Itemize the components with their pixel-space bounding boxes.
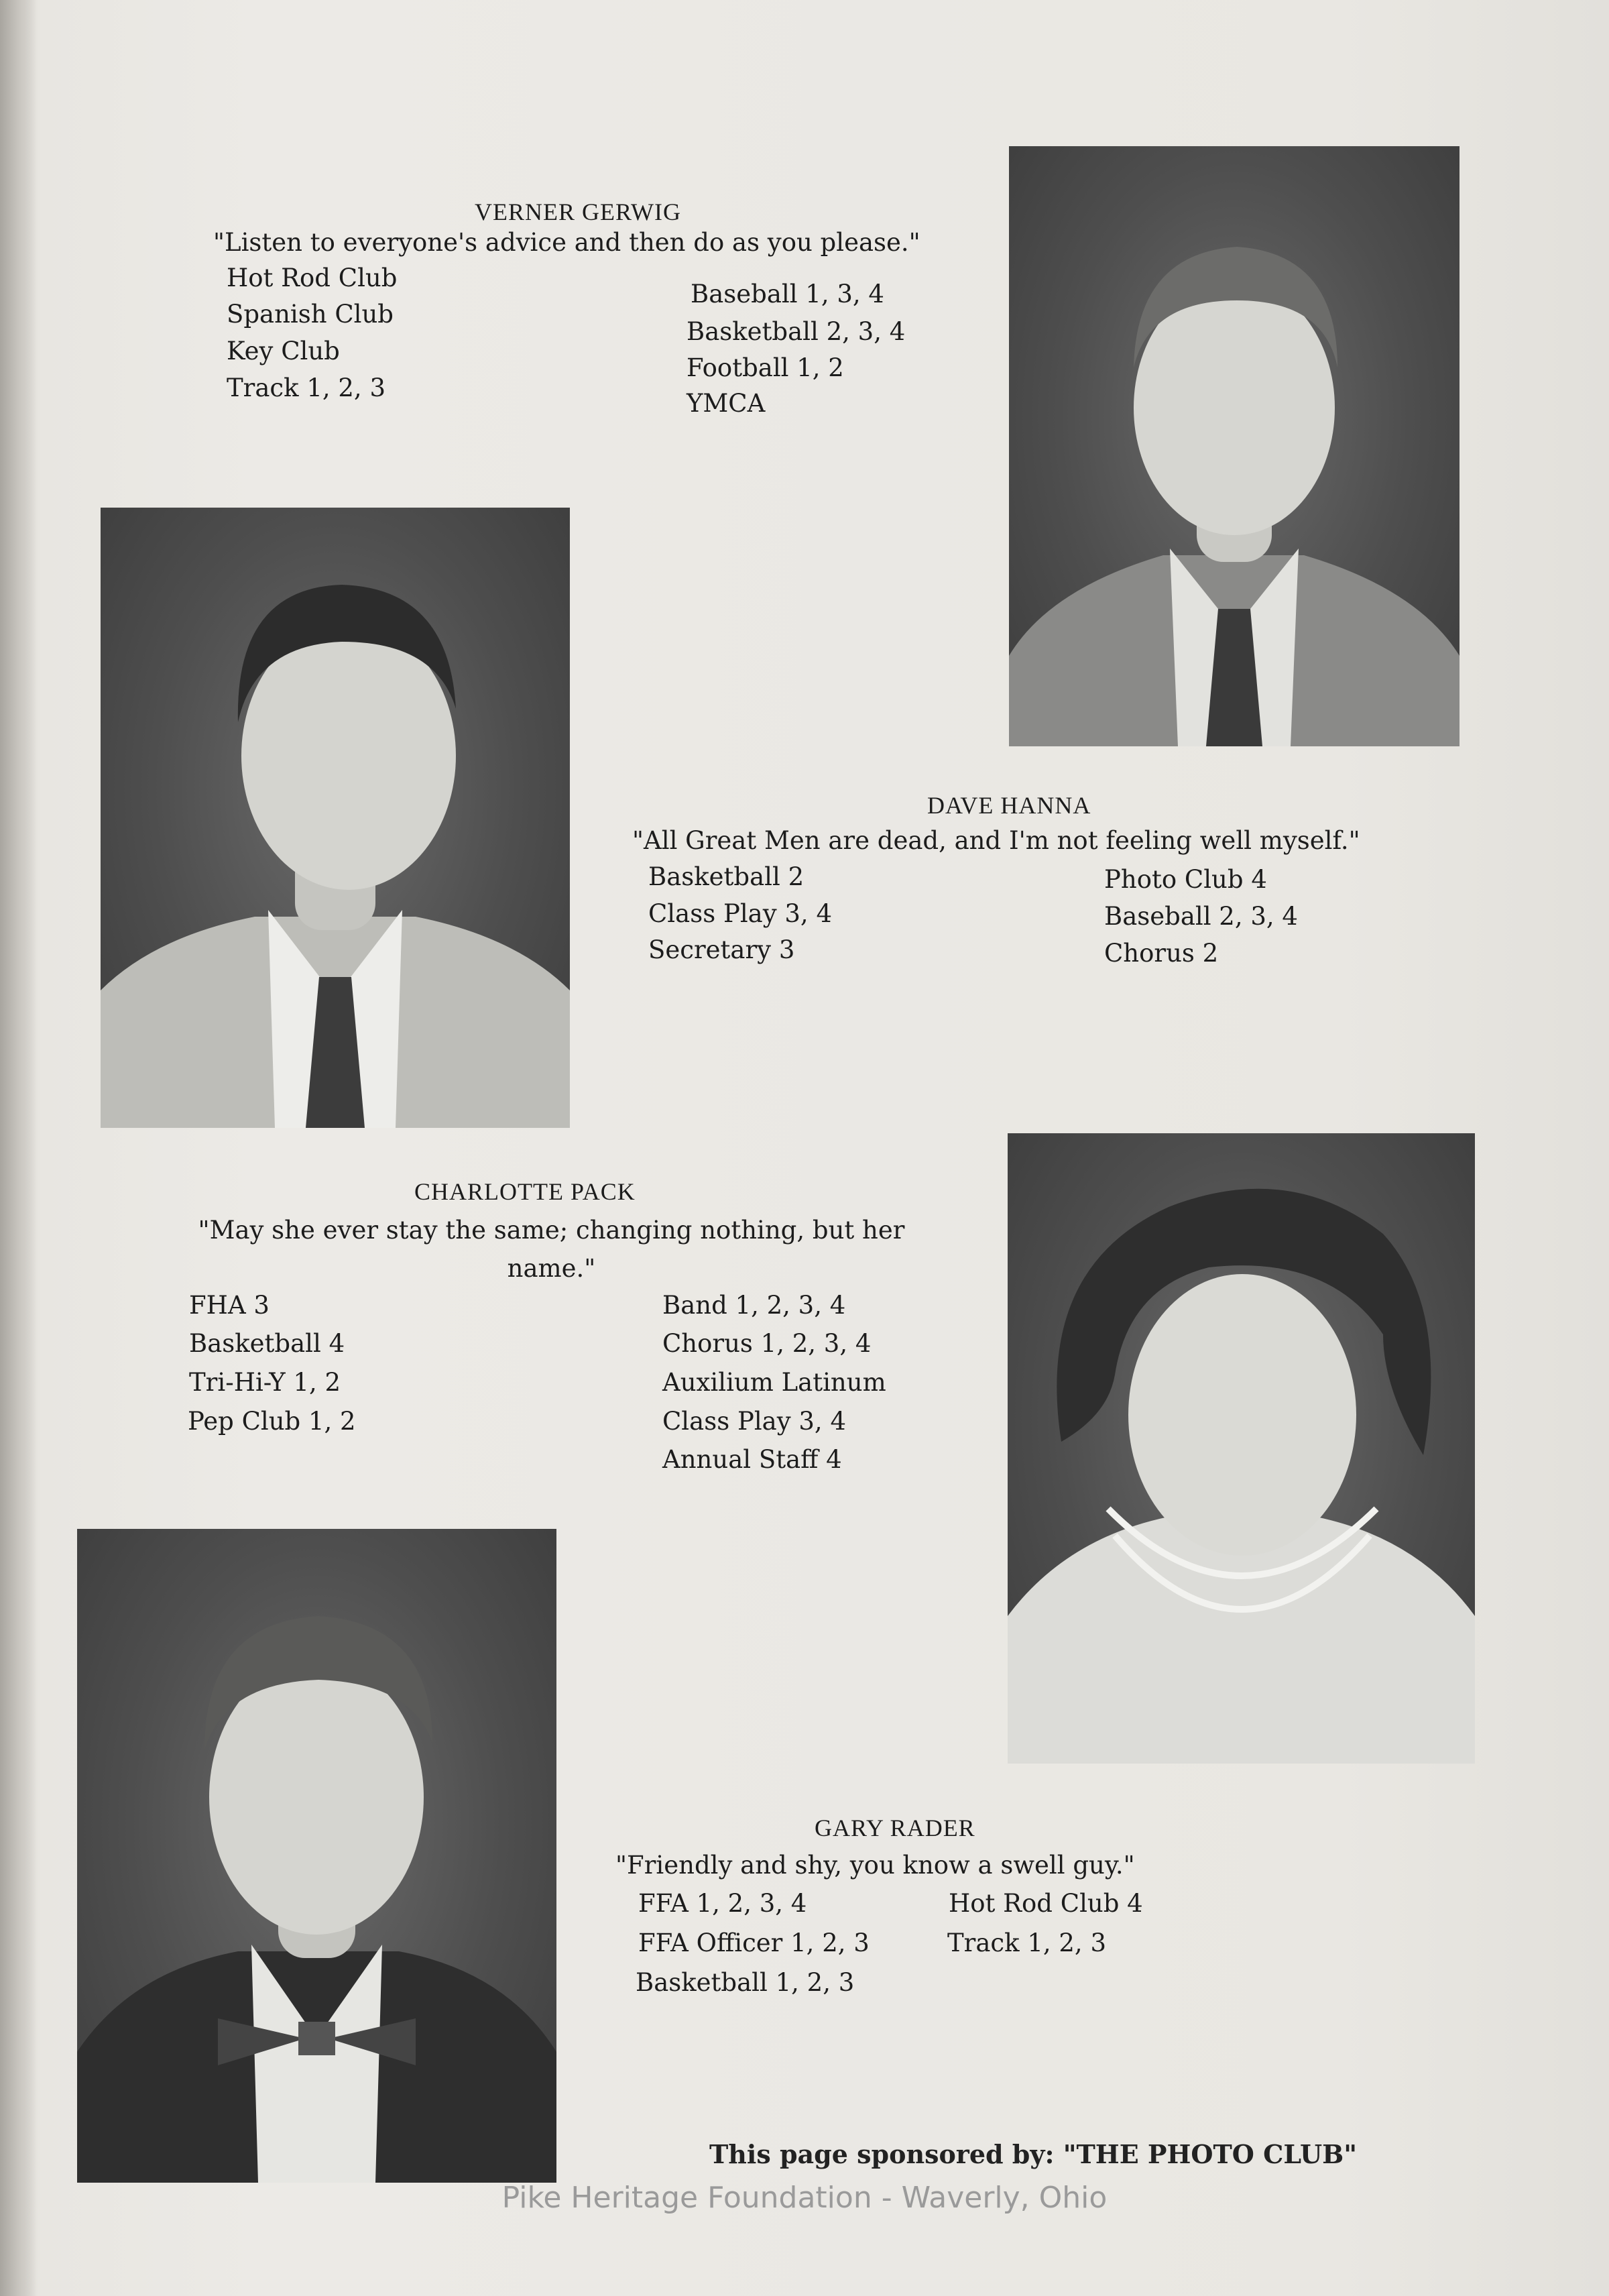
activity-item: Secretary 3	[648, 935, 795, 964]
activity-item: Baseball 2, 3, 4	[1104, 902, 1298, 931]
activity-item: Basketball 4	[189, 1329, 345, 1358]
activity-item: Hot Rod Club	[227, 264, 398, 292]
activity-item: YMCA	[687, 389, 766, 418]
activity-item: Key Club	[227, 337, 340, 365]
student-quote-dave-hanna: "All Great Men are dead, and I'm not feeling well myself."	[632, 826, 1360, 855]
activity-item: Pep Club 1, 2	[188, 1407, 356, 1436]
portrait-photo-dave-hanna	[101, 508, 570, 1128]
activity-item: Football 1, 2	[687, 353, 844, 382]
student-name-gary-rader: GARY RADER	[815, 1815, 975, 1841]
activity-item: FFA 1, 2, 3, 4	[638, 1889, 807, 1918]
activity-item: Basketball 2, 3, 4	[687, 317, 906, 346]
activity-item: FHA 3	[189, 1291, 270, 1320]
portrait-photo-verner-gerwig	[1009, 146, 1459, 746]
activity-item: Spanish Club	[227, 300, 394, 329]
student-quote-gary-rader: "Friendly and shy, you know a swell guy."	[615, 1851, 1135, 1880]
page-binding-shadow	[0, 0, 37, 2296]
activity-item: Hot Rod Club 4	[949, 1889, 1143, 1918]
activity-item: Tri-Hi-Y 1, 2	[189, 1368, 341, 1397]
young-woman-pearls-icon	[1008, 1133, 1475, 1764]
student-name-dave-hanna: DAVE HANNA	[927, 792, 1091, 819]
activity-item: Baseball 1, 3, 4	[691, 280, 884, 308]
activity-item: Class Play 3, 4	[648, 899, 832, 928]
young-man-bow-tie-icon	[77, 1529, 556, 2183]
young-man-suit-tie-icon	[1009, 146, 1459, 746]
student-name-charlotte-pack: CHARLOTTE PACK	[414, 1178, 636, 1205]
activity-item: Basketball 1, 2, 3	[636, 1968, 855, 1997]
activity-item: Auxilium Latinum	[662, 1368, 886, 1397]
activity-item: Track 1, 2, 3	[227, 374, 385, 402]
activity-item: Basketball 2	[648, 862, 804, 891]
student-quote-verner-gerwig: "Listen to everyone's advice and then do as you please."	[213, 228, 920, 257]
activity-item: Photo Club 4	[1104, 865, 1267, 894]
activity-item: Annual Staff 4	[662, 1445, 842, 1474]
portrait-photo-gary-rader	[77, 1529, 556, 2183]
activity-item: Track 1, 2, 3	[947, 1929, 1106, 1957]
watermark-text: Pike Heritage Foundation - Waverly, Ohio	[501, 2181, 1108, 2215]
activity-item: FFA Officer 1, 2, 3	[638, 1929, 870, 1957]
student-quote-charlotte-pack: "May she ever stay the same; changing nothing, but her name."	[198, 1216, 905, 1283]
student-name-verner-gerwig: VERNER GERWIG	[475, 198, 681, 225]
portrait-photo-charlotte-pack	[1008, 1133, 1475, 1764]
activity-item: Chorus 1, 2, 3, 4	[662, 1329, 872, 1358]
young-man-light-jacket-icon	[101, 508, 570, 1128]
sponsor-line: This page sponsored by: "THE PHOTO CLUB"	[709, 2139, 1358, 2169]
activity-item: Chorus 2	[1104, 939, 1219, 968]
activity-item: Class Play 3, 4	[662, 1407, 846, 1436]
activity-item: Band 1, 2, 3, 4	[662, 1291, 846, 1320]
